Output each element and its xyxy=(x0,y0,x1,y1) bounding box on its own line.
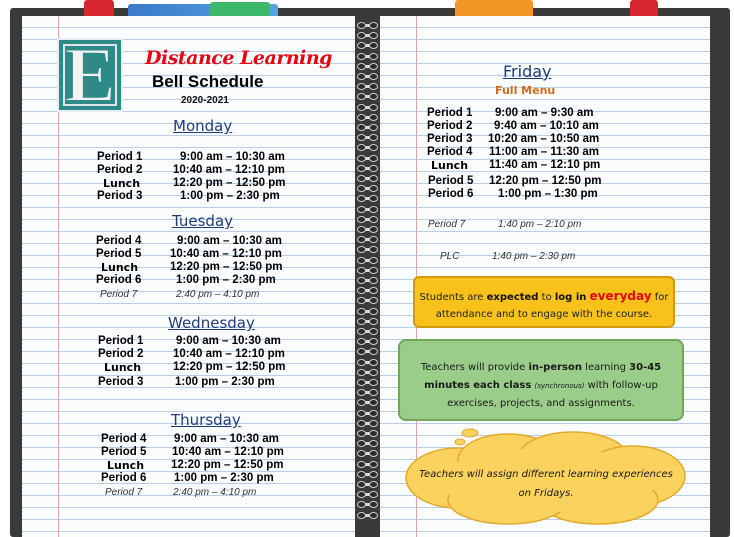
day-heading-wednesday: Wednesday xyxy=(168,314,255,332)
spiral-ring xyxy=(356,318,380,326)
spiral-ring xyxy=(356,144,380,152)
period-label: PLC xyxy=(440,251,460,262)
period-label: Lunch xyxy=(103,177,141,190)
school-logo xyxy=(57,31,123,118)
note-emphasis: log in xyxy=(554,292,587,303)
note-emphasis: expected xyxy=(486,292,539,303)
spiral-ring xyxy=(356,257,380,265)
time-range: 10:40 am – 12:10 pm xyxy=(172,446,284,458)
note-emphasis: in-person xyxy=(528,362,582,373)
period-label: Period 1 xyxy=(427,107,473,119)
period-label: Period 3 xyxy=(427,133,473,145)
day-heading-monday: Monday xyxy=(173,117,233,135)
spiral-ring xyxy=(356,399,380,407)
period-label: Lunch xyxy=(431,159,469,172)
note-text: learning xyxy=(581,362,630,373)
note-text: with follow-up exercises, projects, and assignments. xyxy=(447,380,658,409)
period-label: Period 4 xyxy=(96,235,142,247)
day-heading-friday: Friday xyxy=(503,62,552,81)
time-range: 12:20 pm – 12:50 pm xyxy=(171,459,284,471)
spiral-ring xyxy=(356,328,380,336)
time-range: 2:40 pm – 4:10 pm xyxy=(173,487,257,498)
period-label: Period 2 xyxy=(97,164,143,176)
spiral-ring xyxy=(356,461,380,469)
time-range: 10:20 am – 10:50 am xyxy=(488,133,600,145)
time-range: 12:20 pm – 12:50 pm xyxy=(173,361,286,373)
spiral-ring xyxy=(356,42,380,50)
bell-schedule-title: Bell Schedule xyxy=(152,72,264,91)
teacher-instruction-note xyxy=(398,339,684,421)
spiral-ring xyxy=(356,430,380,438)
spiral-ring xyxy=(356,348,380,356)
note-text: for attendance and to engage with the course. xyxy=(435,292,669,320)
period-label: Period 5 xyxy=(101,446,147,458)
spiral-ring xyxy=(356,134,380,142)
time-range: 9:00 am – 10:30 am xyxy=(174,433,279,445)
note-emphasis: 30-45 minutes each class xyxy=(424,362,662,391)
note-text: to xyxy=(538,292,555,303)
spiral-ring xyxy=(356,481,380,489)
time-range: 9:00 am – 10:30 am xyxy=(176,335,281,347)
period-label: Lunch xyxy=(104,361,142,374)
spiral-ring xyxy=(356,195,380,203)
spiral-ring xyxy=(356,114,380,122)
time-range: 2:40 pm – 4:10 pm xyxy=(176,289,260,300)
time-range: 9:00 am – 10:30 am xyxy=(177,235,282,247)
spiral-ring xyxy=(356,277,380,285)
time-range: 11:40 am – 12:10 pm xyxy=(489,159,601,171)
spiral-ring xyxy=(356,22,380,30)
period-label: Lunch xyxy=(101,261,139,274)
spiral-ring xyxy=(356,267,380,275)
spiral-ring xyxy=(356,206,380,214)
period-label: Period 6 xyxy=(428,188,474,200)
time-range: 1:00 pm – 2:30 pm xyxy=(180,190,280,202)
spiral-ring xyxy=(356,308,380,316)
time-range: 12:20 pm – 12:50 pm xyxy=(170,261,283,273)
spiral-ring xyxy=(356,369,380,377)
spiral-ring xyxy=(356,236,380,244)
note-text: Students are xyxy=(419,292,487,303)
spiral-ring xyxy=(356,359,380,367)
time-range: 9:00 am – 10:30 am xyxy=(180,151,285,163)
period-label: Period 3 xyxy=(98,376,144,388)
time-range: 11:00 am – 11:30 am xyxy=(489,146,599,158)
spiral-ring xyxy=(356,63,380,71)
time-range: 12:20 pm – 12:50 pm xyxy=(489,175,602,187)
period-label: Period 3 xyxy=(97,190,143,202)
school-year: 2020-2021 xyxy=(181,95,229,106)
spiral-ring xyxy=(356,93,380,101)
spiral-ring xyxy=(356,420,380,428)
note-highlight: everyday xyxy=(589,289,652,303)
time-range: 9:00 am – 9:30 am xyxy=(495,107,594,119)
time-range: 10:40 am – 12:10 pm xyxy=(173,164,285,176)
time-range: 10:40 am – 12:10 pm xyxy=(170,248,282,260)
student-expectation-note xyxy=(413,276,675,328)
spiral-ring xyxy=(356,165,380,173)
period-label: Period 4 xyxy=(101,433,147,445)
spiral-ring xyxy=(356,104,380,112)
spiral-ring xyxy=(356,83,380,91)
spiral-ring xyxy=(356,226,380,234)
day-heading-tuesday: Tuesday xyxy=(172,212,234,230)
period-label: Period 1 xyxy=(98,335,144,347)
time-range: 1:00 pm – 2:30 pm xyxy=(176,274,276,286)
spiral-ring xyxy=(356,440,380,448)
spiral-ring xyxy=(356,216,380,224)
spiral-ring xyxy=(356,338,380,346)
period-label: Period 5 xyxy=(96,248,142,260)
spiral-ring xyxy=(356,175,380,183)
cloud-note-text: Teachers will assign different learning experiences on Fridays. xyxy=(419,469,673,499)
spiral-ring xyxy=(356,32,380,40)
period-label: Period 6 xyxy=(101,472,147,484)
period-label: Period 5 xyxy=(428,175,474,187)
note-text: Teachers will provide xyxy=(420,362,529,373)
period-label: Period 7 xyxy=(428,219,466,230)
spiral-ring xyxy=(356,512,380,520)
time-range: 1:40 pm – 2:10 pm xyxy=(498,219,582,230)
note-small-text: (synchronous) xyxy=(534,382,585,390)
logo-letter: E xyxy=(63,31,117,118)
spiral-ring xyxy=(356,155,380,163)
time-range: 1:00 pm – 2:30 pm xyxy=(175,376,275,388)
spiral-binding xyxy=(356,22,380,522)
spiral-ring xyxy=(356,124,380,132)
spiral-ring xyxy=(356,379,380,387)
spiral-ring xyxy=(356,491,380,499)
period-label: Period 1 xyxy=(97,151,143,163)
period-label: Period 2 xyxy=(98,348,144,360)
time-range: 1:00 pm – 2:30 pm xyxy=(174,472,274,484)
spiral-ring xyxy=(356,471,380,479)
time-range: 1:40 pm – 2:30 pm xyxy=(492,251,576,262)
time-range: 12:20 pm – 12:50 pm xyxy=(173,177,286,189)
spiral-ring xyxy=(356,389,380,397)
period-label: Lunch xyxy=(107,459,145,472)
spiral-ring xyxy=(356,73,380,81)
spiral-ring xyxy=(356,185,380,193)
spiral-ring xyxy=(356,501,380,509)
spiral-ring xyxy=(356,246,380,254)
day-heading-thursday: Thursday xyxy=(171,411,241,429)
period-label: Period 6 xyxy=(96,274,142,286)
friday-full-menu-label: Full Menu xyxy=(495,84,556,97)
spiral-ring xyxy=(356,450,380,458)
distance-learning-title: Distance Learning xyxy=(145,47,332,69)
time-range: 1:00 pm – 1:30 pm xyxy=(498,188,598,200)
time-range: 9:40 am – 10:10 am xyxy=(494,120,599,132)
spiral-ring xyxy=(356,287,380,295)
time-range: 10:40 am – 12:10 pm xyxy=(173,348,285,360)
period-label: Period 7 xyxy=(100,289,138,300)
spiral-ring xyxy=(356,297,380,305)
spiral-ring xyxy=(356,410,380,418)
spiral-ring xyxy=(356,53,380,61)
period-label: Period 4 xyxy=(427,146,473,158)
period-label: Period 7 xyxy=(105,487,143,498)
period-label: Period 2 xyxy=(427,120,473,132)
